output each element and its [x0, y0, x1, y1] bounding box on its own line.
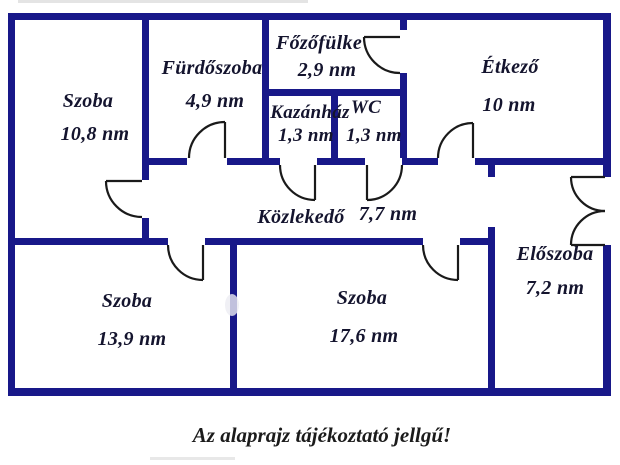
wall-corridor-top-2 [227, 158, 280, 165]
door-szoba-c [423, 245, 458, 280]
wall-corridor-top-5 [475, 158, 603, 165]
room-area-szoba-b: 13,9 nm [97, 328, 167, 350]
wall-szoba-b-right [230, 245, 237, 388]
room-area-kazanhaz: 1,3 nm [278, 125, 334, 146]
door-kazanhaz [280, 165, 315, 200]
room-name-szoba-a: Szoba [62, 90, 114, 112]
wall-fozofulke-right-stub [400, 20, 407, 30]
room-name-furdoszoba: Fürdőszoba [161, 57, 263, 79]
wall-outer-right-upper [603, 13, 611, 177]
room-name-wc: WC [350, 97, 382, 118]
wall-corridor-bottom-1 [15, 238, 168, 245]
room-name-szoba-b: Szoba [101, 290, 153, 312]
door-szoba-b [168, 245, 203, 280]
room-name-fozofulke: Főzőfülke [275, 32, 363, 54]
wall-szoba-a-right-upper [142, 20, 149, 180]
door-entrance-lower-leaf [571, 211, 605, 245]
room-area-eloszoba: 7,2 nm [525, 277, 585, 299]
wall-fozofulke-bottom [262, 89, 407, 96]
room-area-szoba-a: 10,8 nm [60, 123, 130, 145]
wall-eloszoba-left-stub [488, 165, 495, 177]
wall-corridor-bottom-2 [205, 238, 423, 245]
scan-artifact-top [18, 0, 308, 3]
door-furdoszoba [189, 122, 225, 158]
room-area-szoba-c: 17,6 nm [329, 325, 399, 347]
room-name-etkezo: Étkező [481, 56, 539, 78]
wall-outer-bottom [8, 388, 611, 396]
room-area-furdoszoba: 4,9 nm [185, 90, 245, 112]
room-area-etkezo: 10 nm [482, 94, 536, 116]
door-szoba-a [106, 181, 142, 217]
door-etkezo [438, 123, 473, 158]
door-fozofulke [364, 37, 400, 73]
wall-corridor-top-1 [149, 158, 187, 165]
wall-corridor-top-4 [402, 158, 438, 165]
wall-corridor-top-3 [317, 158, 365, 165]
door-wc [367, 165, 402, 200]
room-area-wc: 1,3 nm [346, 125, 402, 146]
room-area-kozlekedo: 7,7 nm [358, 203, 418, 225]
room-area-fozofulke: 2,9 nm [297, 59, 357, 81]
wall-eloszoba-left [488, 227, 495, 388]
room-name-kazanhaz: Kazánház [270, 102, 350, 123]
scan-artifact-bottom [150, 457, 235, 460]
wall-outer-left [8, 13, 15, 396]
room-name-eloszoba: Előszoba [516, 243, 594, 265]
room-name-kozlekedo: Közlekedő [257, 206, 345, 228]
door-entrance-upper-leaf [571, 177, 605, 211]
wall-outer-right-lower [603, 245, 611, 396]
watermark-artifact [225, 294, 239, 316]
room-name-szoba-c: Szoba [336, 287, 388, 309]
wall-outer-top [8, 13, 611, 20]
wall-corridor-bottom-3 [460, 238, 495, 245]
plan-caption: Az alaprajz tájékoztató jellgű! [192, 423, 452, 447]
